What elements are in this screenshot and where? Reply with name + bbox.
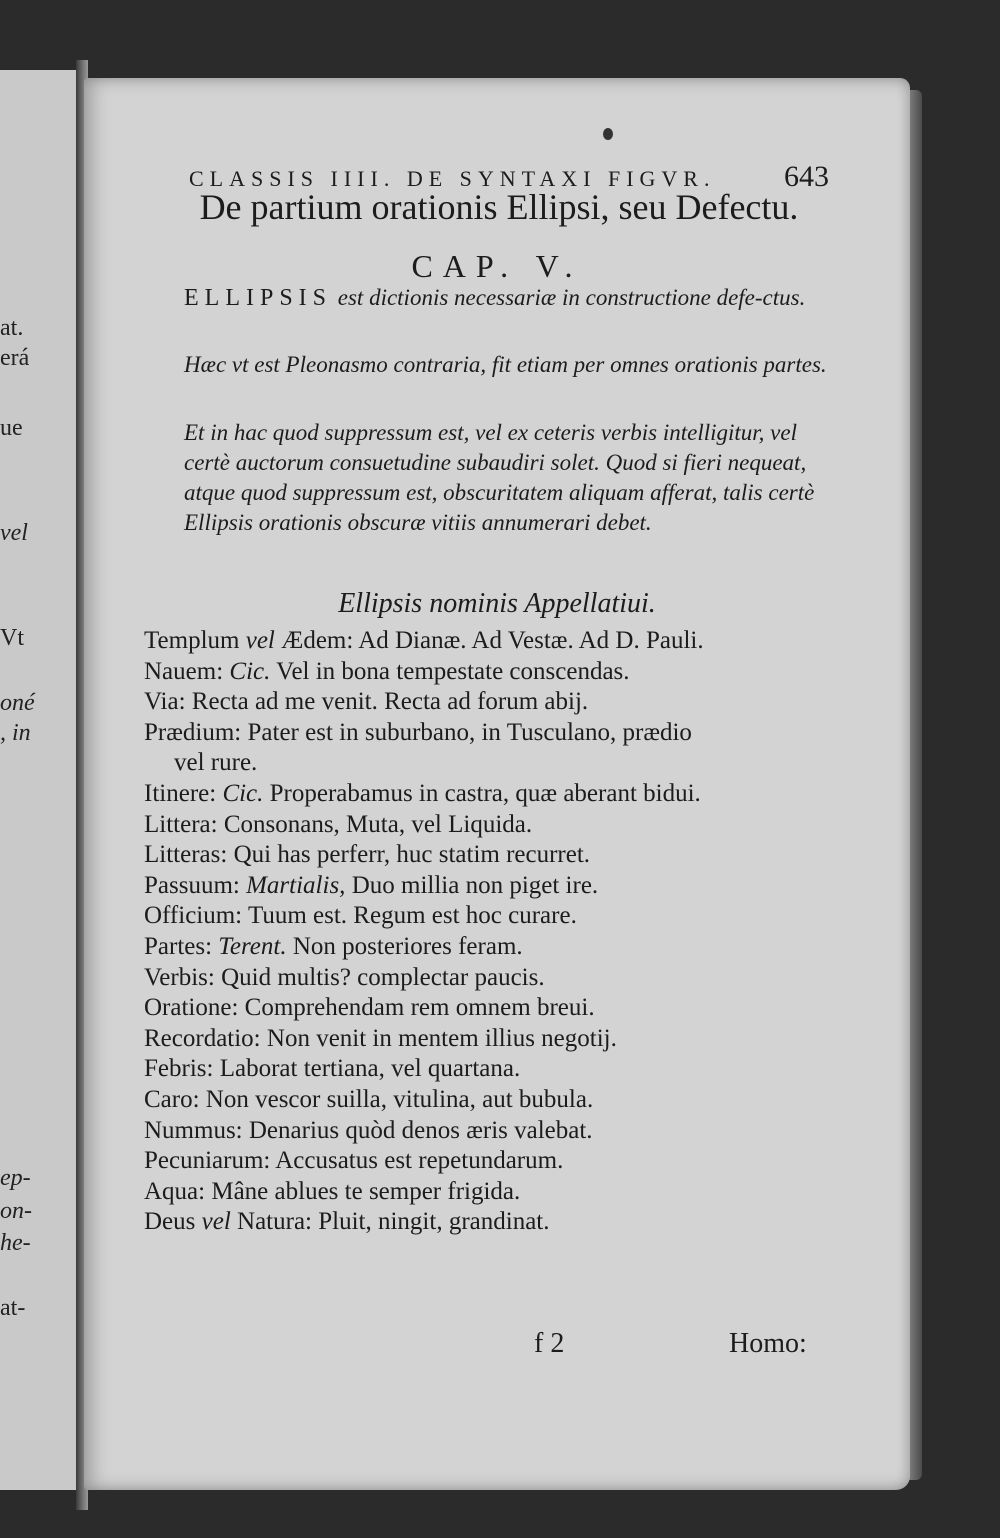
entry-term: Via:: [144, 688, 186, 716]
entry-term: Deus: [144, 1208, 196, 1236]
entry-term: Prædium:: [144, 718, 242, 746]
left-fragment: ue: [0, 415, 23, 441]
entry-term: Pecuniarum:: [144, 1147, 271, 1175]
entry-term: Littera:: [144, 810, 218, 838]
entry-term: Nummus:: [144, 1116, 243, 1144]
left-fragment: vel: [0, 520, 28, 546]
entry-line: [144, 1085, 864, 1116]
entry-text: Non vescor suilla, vitulina, aut bubula.: [199, 1085, 594, 1113]
running-title: CLASSIS IIII. DE SYNTAXI FIGVR.: [189, 166, 716, 191]
entry-source: Terent.: [212, 932, 287, 960]
entry-term: Recordatio:: [144, 1024, 261, 1052]
paragraph: [184, 283, 834, 313]
entry-line: [144, 1146, 864, 1177]
paragraph-text: Hæc vt est Pleonasmo contraria, fit etiam per omnes orationis partes.: [184, 352, 827, 377]
entry-term: Oratione:: [144, 994, 239, 1022]
entry-text: Non posteriores feram.: [286, 932, 523, 960]
entry-line: [144, 993, 864, 1024]
entry-line: [144, 687, 864, 718]
entry-term: Verbis:: [144, 963, 215, 991]
entry-text: Duo millia non piget ire.: [345, 871, 599, 899]
left-fragment: on-: [0, 1198, 32, 1224]
ink-spot: [603, 128, 613, 140]
left-fragment: he-: [0, 1230, 31, 1256]
paragraph-text: est dictionis necessariæ in constructione defe-ctus.: [332, 285, 806, 310]
left-fragment: at.: [0, 315, 24, 341]
paragraph-text: Et in hac quod suppressum est, vel ex ceteris verbis intelligitur, vel certè auctorum consuetudine subaudiri solet. Quod si fieri nequeat, atque quod suppressum est, obscuritatem aliquam afferat, talis certè Ellipsis orationis obscuræ vitiis annumerari debet.: [184, 420, 815, 535]
entry-line: [144, 1116, 864, 1147]
left-fragment: erá: [0, 345, 30, 371]
entry-line: [144, 1177, 864, 1208]
entry-text: Denarius quòd denos æris valebat.: [242, 1116, 593, 1144]
entry-text: Properabamus in castra, quæ aberant bidui.: [263, 779, 701, 807]
entry-text: Ædem: Ad Dianæ. Ad Vestæ. Ad D. Pauli.: [274, 627, 704, 654]
left-page-fragment: [0, 70, 78, 1490]
paragraph: [184, 350, 834, 380]
entry-text: Accusatus est repetundarum.: [270, 1147, 564, 1175]
entry-line: [144, 779, 864, 810]
page-number: 643: [784, 160, 829, 193]
entry-line: [144, 810, 864, 841]
signature-mark: f 2: [534, 1328, 565, 1359]
left-fragment: , in: [0, 720, 31, 746]
entry-list: [144, 626, 864, 1238]
entry-term: Litteras:: [144, 841, 228, 869]
catchword: Homo:: [729, 1328, 807, 1359]
entry-source: vel: [195, 1208, 231, 1236]
entry-term: Officium:: [144, 902, 243, 930]
entry-text: Qui has perferr, huc statim recurret.: [227, 841, 591, 869]
entry-text: Laborat tertiana, vel quartana.: [213, 1055, 521, 1083]
entry-line: [144, 626, 864, 657]
paragraph-lead: ELLIPSIS: [184, 285, 333, 311]
entry-line: [144, 1054, 864, 1085]
entry-term: Passuum:: [144, 871, 240, 899]
entry-text: Non venit in mentem illius negotij.: [260, 1024, 617, 1052]
entry-source: vel: [239, 627, 275, 654]
entry-text: Mâne ablues te semper frigida.: [205, 1177, 521, 1205]
entry-term: Febris:: [144, 1055, 214, 1083]
left-fragment: oné: [0, 690, 35, 716]
entry-text: Natura: Pluit, ningit, grandinat.: [230, 1208, 550, 1236]
entry-source: Martialis,: [239, 871, 346, 899]
entry-line: [144, 871, 864, 902]
entry-term: Itinere:: [144, 779, 217, 807]
entry-line: [144, 718, 864, 779]
entry-term: Caro:: [144, 1085, 200, 1113]
left-fragment: Vt: [0, 625, 24, 651]
entry-source: Cic.: [216, 779, 264, 807]
entry-text: Comprehendam rem omnem breui.: [238, 994, 595, 1022]
subheading: Ellipsis nominis Appellatiui.: [338, 588, 656, 619]
entry-term: Partes:: [144, 932, 213, 960]
entry-term: Nauem:: [144, 657, 224, 685]
entry-line: [144, 932, 864, 963]
entry-source: Cic.: [223, 657, 271, 685]
entry-line: [144, 1207, 864, 1238]
entry-term: Templum: [144, 627, 240, 654]
entry-text: Quid multis? complectar paucis.: [214, 963, 545, 991]
entry-line: [144, 1024, 864, 1055]
section-title: De partium orationis Ellipsi, seu Defectu.: [199, 187, 799, 227]
left-fragment: at-: [0, 1295, 26, 1321]
entry-text: Recta ad me venit. Recta ad forum abij.: [185, 688, 589, 716]
entry-text: Consonans, Muta, vel Liquida.: [217, 810, 533, 838]
chapter-heading: CAP. V.: [411, 248, 583, 284]
entry-line: [144, 840, 864, 871]
entry-text: Tuum est. Regum est hoc curare.: [242, 902, 577, 930]
entry-continuation: vel rure.: [174, 749, 258, 777]
left-fragment: ep-: [0, 1165, 31, 1191]
entry-term: Aqua:: [144, 1177, 206, 1205]
entry-line: [144, 657, 864, 688]
entry-line: [144, 901, 864, 932]
book-page: [84, 78, 910, 1490]
entry-text: Vel in bona tempestate conscendas.: [270, 657, 630, 685]
paragraph: [184, 418, 834, 538]
entry-text: Pater est in suburbano, in Tusculano, prædio: [241, 718, 692, 746]
entry-line: [144, 963, 864, 994]
